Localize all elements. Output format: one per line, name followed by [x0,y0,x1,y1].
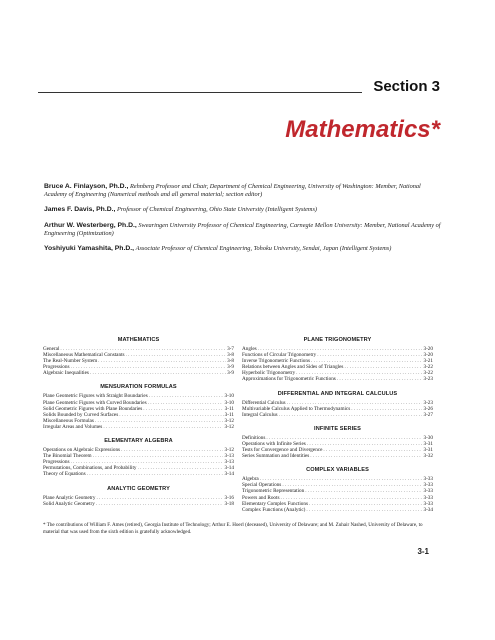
toc-entry-title: Definitions [242,434,266,441]
toc-entry-title: Miscellaneous Formulas [43,417,94,424]
toc-entry-title: Trigonometric Representation [242,488,305,495]
toc-entry-title: Multivariable Calculus Applied to Thermodynamics [242,405,351,412]
toc-entry-page: 3-26 [423,405,433,412]
toc-entry-page: 3-33 [423,482,433,489]
toc-entry-page: 3-9 [227,370,234,377]
toc-entry[interactable] [242,412,433,418]
toc-entry-page: 3-18 [224,500,234,507]
author-affiliation: Swearingen University Professor of Chemical Engineering, Carnegie Mellon University: Member, National Academy of Engineering (Optimization) [44,221,441,237]
toc-entry-title: Inverse Trigonometric Functions [242,358,311,365]
toc-entry-page: 3-34 [423,506,433,513]
toc-entry-title: General [43,346,60,352]
toc-entry-page: 3-33 [423,494,433,501]
toc-heading: PLANE TRIGONOMETRY [303,337,372,343]
toc-entry-page: 3-13 [224,453,234,460]
toc-entry-title: Progressions [43,364,70,371]
toc-entry-page: 3-23 [423,399,433,406]
toc-entry-page: 3-30 [423,434,433,441]
toc-group [43,384,234,430]
toc-entry-page: 3-14 [224,465,234,472]
toc-heading: ELEMENTARY ALGEBRA [104,438,173,445]
toc-entry-title: Miscellaneous Mathematical Constants [43,352,125,359]
chapter-title: Mathematics* [285,116,440,143]
author-affiliation: Professor of Chemical Engineering, Ohio State University (Intelligent Systems) [116,206,317,214]
toc-group [242,337,433,383]
toc-entry-title: Complex Functions (Analytic) [242,506,306,513]
toc-entry-page: 3-22 [423,370,433,377]
toc-entry[interactable] [242,376,433,382]
dot-leader [96,501,224,507]
author-list [44,183,442,260]
section-label: Section 3 [373,78,440,95]
author-name: Bruce A. Finlayson, Ph.D., [44,183,129,190]
toc-group [242,391,433,418]
toc-entry[interactable] [43,501,234,507]
toc-entry-title: Integral Calculus [242,411,278,418]
toc-entry[interactable] [43,370,234,376]
toc-entry-page: 3-22 [423,364,433,371]
toc-entry-title: Solid Analytic Geometry [43,500,95,507]
toc-entry-title: Special Operations [242,482,282,489]
toc-entry-page: 3-20 [423,346,433,352]
toc-entry-page: 3-8 [227,358,234,365]
dot-leader [310,453,422,459]
author-affiliation: Rehnberg Professor and Chair, Department of Chemical Engineering, University of Washington: Member, National Academy of Engineering (Numerical methods and all general material; section editor) [44,183,421,199]
dot-leader [87,471,224,477]
toc-entry-page: 3-13 [224,459,234,466]
header-rule [38,92,362,93]
toc-entry-page: 3-21 [423,358,433,365]
toc-heading: INFINITE SERIES [314,425,361,432]
toc-entry-title: Plane Geometric Figures with Curved Boundaries [43,399,147,406]
dot-leader [90,370,226,376]
author-entry [44,206,442,214]
toc-right-column [242,337,433,521]
toc-entry-title: Solids Bounded by Curved Surfaces [43,411,119,418]
toc-entry[interactable] [242,507,433,513]
toc-entry-title: Approximations for Trigonometric Functions [242,376,336,383]
toc-entry-page: 3-20 [423,352,433,359]
toc-entry-title: Solid Geometric Figures with Plane Boundaries [43,405,143,412]
toc-entry-page: 3-12 [224,417,234,424]
toc-entry-title: Operations on Algebraic Expressions [43,447,121,454]
toc-entry-page: 3-7 [227,346,234,352]
toc-entry-page: 3-31 [423,440,433,447]
toc-entry-title: Algebraic Inequalities [43,370,89,377]
toc-entry-title: The Real-Number System [43,358,98,365]
toc-entry-title: Differential Calculus [242,399,286,406]
page-number: 3-1 [417,547,429,556]
toc-entry-title: Permutations, Combinations, and Probability [43,465,137,472]
dot-leader [103,424,223,430]
toc-entry-title: Functions of Circular Trigonometry [242,352,317,359]
toc-heading: COMPLEX VARIABLES [306,467,369,474]
toc-entry-page: 3-11 [224,405,234,412]
toc-entry[interactable] [242,453,433,459]
author-entry [44,183,442,199]
toc-entry-page: 3-12 [224,423,234,430]
toc-entry-title: Theory of Equations [43,471,86,478]
toc-entry-title: Relations between Angles and Sides of Triangles [242,364,344,371]
toc-entry-page: 3-27 [423,411,433,418]
toc-left-column [43,337,234,515]
toc-entry-page: 3-14 [224,471,234,478]
toc-entry-page: 3-16 [224,494,234,501]
toc-entry-title: Series Summation and Identities [242,453,310,460]
toc-entry-page: 3-9 [227,364,234,371]
toc-entry-title: Plane Geometric Figures with Straight Boundaries [43,393,148,400]
author-name: James F. Davis, Ph.D., [44,206,116,214]
toc-entry-title: Progressions [43,459,70,466]
toc-entry[interactable] [43,424,234,430]
toc-entry-title: Tests for Convergence and Divergence [242,447,323,454]
author-affiliation: Associate Professor of Chemical Engineering, Tohoku University, Sendai, Japan (Intelligent Systems) [135,245,392,253]
toc-heading: MENSURATION FORMULAS [100,384,177,391]
toc-entry-page: 3-11 [224,411,234,418]
toc-entry-page: 3-23 [423,376,433,383]
toc-entry-page: 3-33 [423,488,433,495]
author-entry [44,222,442,238]
author-entry [44,245,442,253]
toc-group [242,467,433,513]
dot-leader [306,507,422,513]
toc-entry-title: Algebra [242,476,259,483]
toc-entry-title: Operations with Infinite Series [242,440,306,447]
toc-entry-page: 3-31 [423,447,433,454]
footnote: * The contributions of William F. Ames (retired), Georgia Institute of Technology; Arthur E. Hoerl (deceased), University of Delaware; and M. Zuhair Nashed, University of Delaware, to material that was used from the sixth edition is gratefully acknowledged. [43,522,423,535]
toc-entry-title: Powers and Roots [242,494,280,501]
toc-heading: DIFFERENTIAL AND INTEGRAL CALCULUS [277,390,398,397]
toc-entry[interactable] [43,471,234,477]
author-name: Yoshiyuki Yamashita, Ph.D., [44,245,135,253]
toc-heading: MATHEMATICS [117,337,160,343]
toc-entry-title: Angles [242,346,257,352]
toc-entry-title: Hyperbolic Trigonometry [242,370,296,377]
toc-group [242,426,433,459]
toc-entry-title: Elementary Complex Functions [242,500,308,507]
toc-entry-title: Irregular Areas and Volumes [43,423,103,430]
toc-entry-page: 3-33 [423,476,433,483]
toc-heading: ANALYTIC GEOMETRY [107,485,170,492]
toc-group [43,337,234,376]
toc-entry-title: Plane Analytic Geometry [43,494,96,501]
dot-leader [279,412,423,418]
toc-entry-page: 3-10 [224,393,234,400]
toc-entry-page: 3-32 [423,453,433,460]
toc-group [43,438,234,477]
toc-entry-title: The Binomial Theorem [43,453,92,460]
dot-leader [337,376,423,382]
toc-entry-page: 3-12 [224,447,234,454]
toc-entry-page: 3-8 [227,352,234,359]
toc-entry-page: 3-10 [224,399,234,406]
toc-entry-page: 3-33 [423,500,433,507]
toc-group [43,486,234,507]
author-name: Arthur W. Westerberg, Ph.D., [44,221,137,229]
